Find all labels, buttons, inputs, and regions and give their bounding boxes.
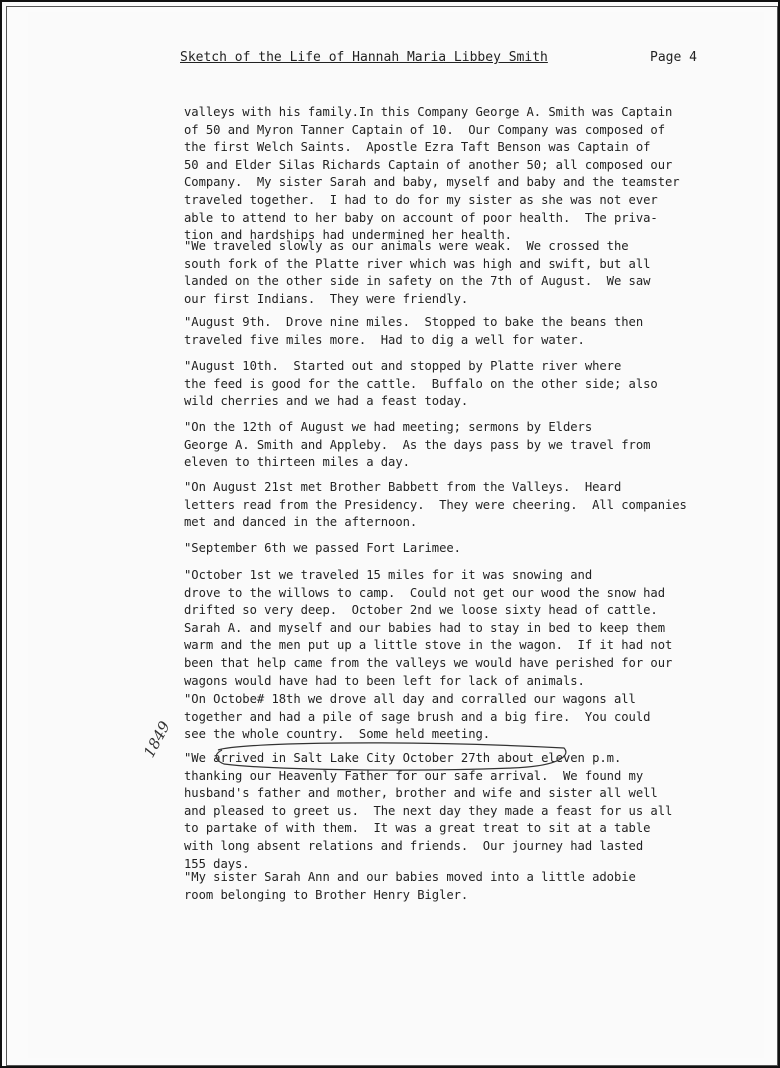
paragraph-7: "September 6th we passed Fort Larimee. (184, 541, 461, 555)
page-number: Page 4 (650, 50, 697, 65)
paragraph-1: valleys with his family.In this Company George A. Smith was Captain of 50 and Myron Tanner Captain of 10. Our Company was composed of the first Welch Saints. Apostle Ezra Taft Benson was Captain of 50 and Elder Silas Richards Captain of another 50; all composed our Company. My sister Sarah and baby, myself and baby and the teamster traveled together. I had to do for my sister as she was not ever able to attend to her baby on account of poor health. The priva- tion and hardships had undermined her health. (184, 105, 680, 243)
paragraph-2: "We traveled slowly as our animals were weak. We crossed the south fork of the Platte river which was high and swift, but all landed on the other side in safety on the 7th of August. We saw our first Indians. They were friendly. (184, 239, 651, 306)
margin-handwritten-year: 1849 (140, 718, 174, 761)
document-sheet (28, 12, 764, 1058)
paragraph-6: "On August 21st met Brother Babbett from the Valleys. Heard letters read from the Presidency. They were cheering. All companies met and danced in the afternoon. (184, 480, 687, 530)
paragraph-4: "August 10th. Started out and stopped by Platte river where the feed is good for the cattle. Buffalo on the other side; also wild cherries and we had a feast today. (184, 359, 658, 409)
paragraph-8: "October 1st we traveled 15 miles for it was snowing and drove to the willows to camp. Could not get our wood the snow had drifted so very deep. October 2nd we loose sixty head of cattle. Sarah A. and myself and our babies had to stay in bed to keep them warm and the men put up a little stove in the wagon. If it had not been that help came from the valleys we would have perished for our wagons would have had to been left for lack of animals. (184, 568, 673, 688)
handwritten-circle-mark (212, 740, 572, 774)
paragraph-3: "August 9th. Drove nine miles. Stopped to bake the beans then traveled five miles more. Had to dig a well for water. (184, 315, 644, 347)
paragraph-10: "We arrived in Salt Lake City October 27th about eleven p.m. thanking our Heavenly Father for our safe arrival. We found my husband's father and mother, brother and wife and sister all well and pleased to greet us. The next day they made a feast for us all to partake of with them. It was a great treat to sit at a table with long absent relations and friends. Our journey had lasted 155 days. (184, 751, 673, 871)
document-title: Sketch of the Life of Hannah Maria Libbey Smith (180, 50, 548, 65)
paragraph-11: "My sister Sarah Ann and our babies moved into a little adobie room belonging to Brother Henry Bigler. (184, 870, 636, 902)
paragraph-5: "On the 12th of August we had meeting; sermons by Elders George A. Smith and Appleby. As the days pass by we travel from eleven to thirteen miles a day. (184, 420, 651, 470)
paragraph-9: "On Octobe# 18th we drove all day and corralled our wagons all together and had a pile of sage brush and a big fire. You could see the whole country. Some held meeting. (184, 692, 651, 742)
